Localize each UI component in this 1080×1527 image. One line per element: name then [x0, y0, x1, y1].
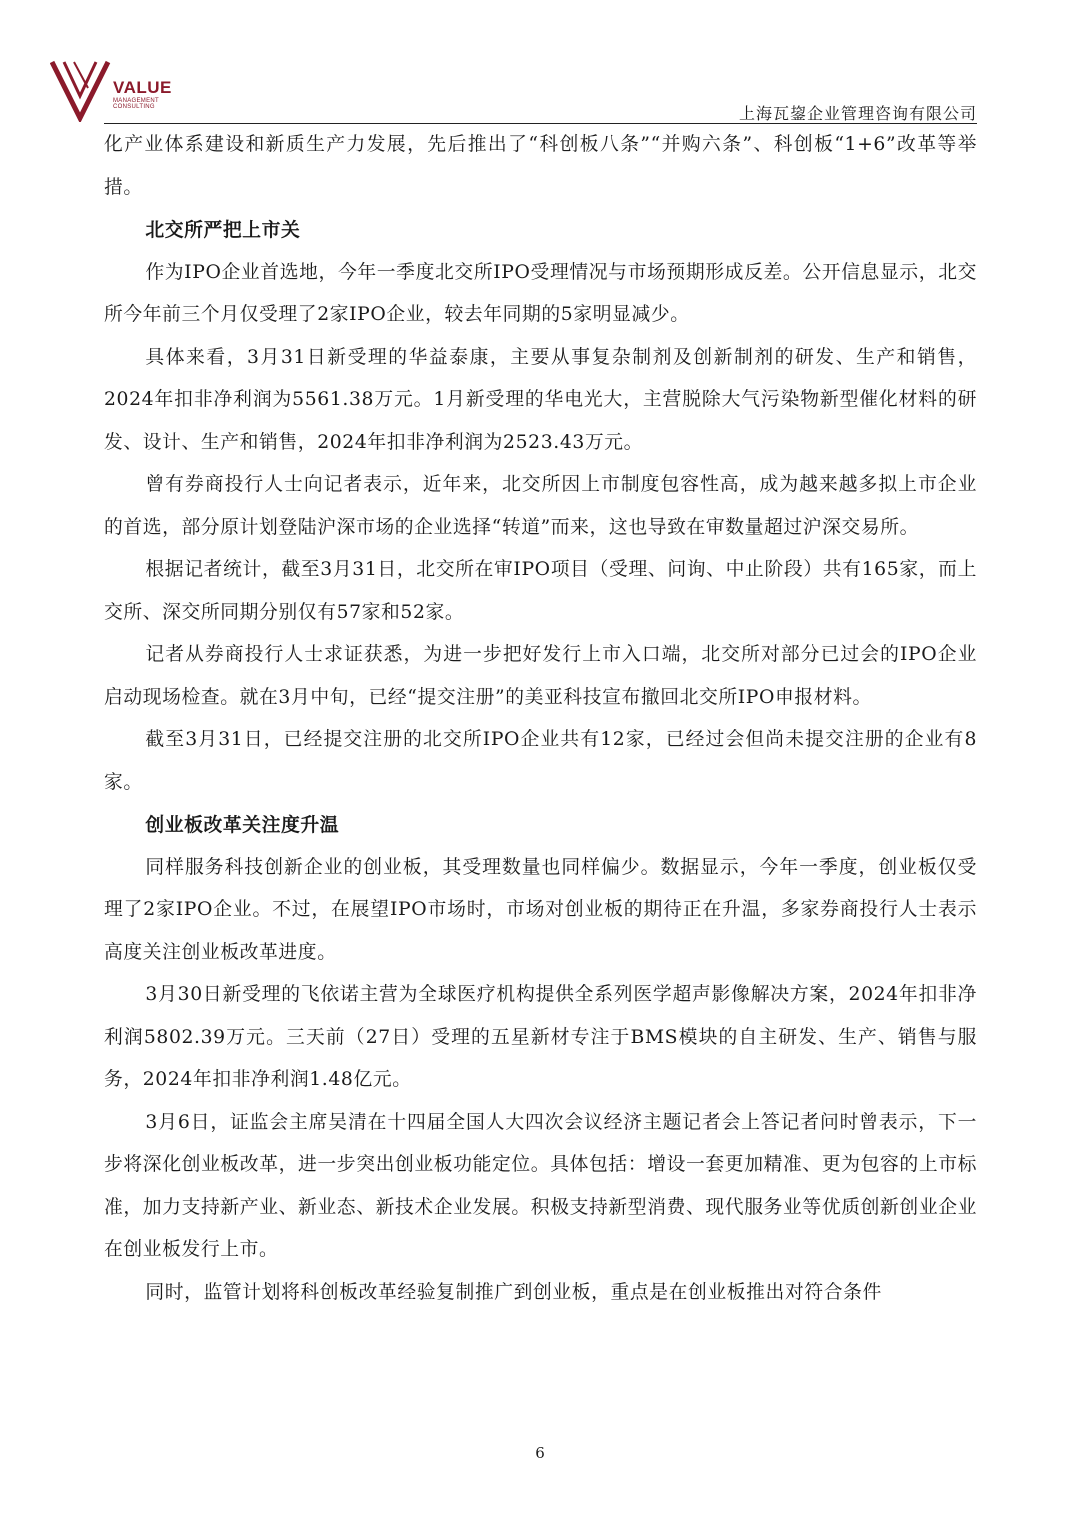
paragraph: 3月30日新受理的飞依诺主营为全球医疗机构提供全系列医学超声影像解决方案，2024年扣非净利润5802.39万元。三天前（27日）受理的五星新材专注于BMS模块的自主研发、生产、销售与服务，2024年扣非净利润1.48亿元。: [104, 984, 977, 1090]
section-heading: 创业板改革关注度升温: [145, 814, 340, 836]
paragraph: 根据记者统计，截至3月31日，北交所在审IPO项目（受理、问询、中止阶段）共有165家，而上交所、深交所同期分别仅有57家和52家。: [104, 559, 977, 623]
page-number: 6: [535, 1444, 545, 1462]
paragraph: 3月6日，证监会主席吴清在十四届全国人大四次会议经济主题记者会上答记者问时曾表示，下一步将深化创业板改革，进一步突出创业板功能定位。具体包括：增设一套更加精准、更为包容的上市标准，加力支持新产业、新业态、新技术企业发展。积极支持新型消费、现代服务业等优质创新创业企业在创业板发行上市。: [104, 1111, 977, 1260]
paragraph: 同样服务科技创新企业的创业板，其受理数量也同样偏少。数据显示，今年一季度，创业板仅受理了2家IPO企业。不过，在展望IPO市场时，市场对创业板的期待正在升温，多家券商投行人士表示高度关注创业板改革进度。: [104, 856, 977, 963]
paragraph: 化产业体系建设和新质生产力发展，先后推出了“科创板八条”“并购六条”、科创板“1+6”改革等举措。: [104, 134, 977, 198]
paragraph: 作为IPO企业首选地，今年一季度北交所IPO受理情况与市场预期形成反差。公开信息显示，北交所今年前三个月仅受理了2家IPO企业，较去年同期的5家明显减少。: [104, 261, 977, 325]
paragraph: 截至3月31日，已经提交注册的北交所IPO企业共有12家，已经过会但尚未提交注册的企业有8家。: [104, 729, 977, 793]
section-heading: 北交所严把上市关: [145, 219, 301, 241]
paragraph: 曾有券商投行人士向记者表示，近年来，北交所因上市制度包容性高，成为越来越多拟上市企业的首选，部分原计划登陆沪深市场的企业选择“转道”而来，这也导致在审数量超过沪深交易所。: [104, 474, 977, 538]
logo-subtext: MANAGEMENT CONSULTING: [113, 98, 159, 110]
paragraph: 具体来看，3月31日新受理的华益泰康，主要从事复杂制剂及创新制剂的研发、生产和销售，2024年扣非净利润为5561.38万元。1月新受理的华电光大，主营脱除大气污染物新型催化材料的研发、设计、生产和销售，2024年扣非净利润为2523.43万元。: [104, 346, 977, 453]
company-logo: [50, 58, 190, 122]
paragraph: 同时，监管计划将科创板改革经验复制推广到创业板，重点是在创业板推出对符合条件: [145, 1281, 882, 1303]
logo-text: VALUE: [113, 78, 172, 97]
company-name: 上海瓦鋆企业管理咨询有限公司: [738, 104, 977, 123]
value-v-logo-icon: [50, 58, 112, 122]
paragraph: 记者从券商投行人士求证获悉，为进一步把好发行上市入口端，北交所对部分已过会的IPO企业启动现场检查。就在3月中旬，已经“提交注册”的美亚科技宣布撤回北交所IPO申报材料。: [104, 644, 977, 708]
document-body: [104, 124, 977, 1314]
